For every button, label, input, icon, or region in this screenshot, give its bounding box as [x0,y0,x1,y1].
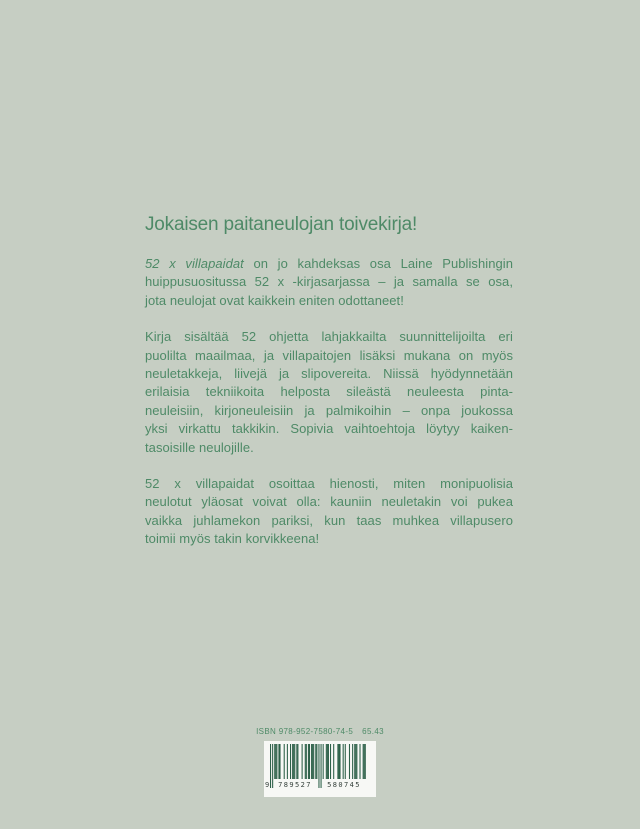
text-line: tasoisille neulojille. [145,439,254,455]
text-line: neulotut yläosat voivat olla: kauniin neuletakin voi pukea [145,494,513,510]
footer [0,727,640,797]
barcode-box [264,741,376,797]
text-line: puolilta maailmaa, ja villapaitojen lisäksi mukana on myös [145,347,513,363]
barcode-digits-left: 789527 [278,781,312,789]
text-line: yksi virkattu takkikin. Sopivia vaihtoehtoja löytyy kaiken- [145,421,513,437]
classification-code: 65.43 [362,727,384,736]
barcode-digits-right: 580745 [327,781,361,789]
text-line: neuletakkeja, liivejä ja slipovereita. Niissä hyödynnetään [145,366,513,382]
text-line: neuleisiin, kirjoneuleisiin ja palmikoihin – onpa joukossa [145,402,513,418]
text-line: huippusuositussa 52 x -kirjasarjassa – ja samalla se osa, [145,274,513,290]
text-line: jota neulojat ovat kaikkein eniten odottaneet! [145,292,404,308]
barcode-digit-first: 9 [265,781,270,789]
body-text [145,255,513,549]
text-line: erilaisia tekniikoita helposta sileästä neuleesta pinta- [145,384,513,400]
text-line: toimii myös takin korvikkeena! [145,531,320,547]
text-line: vaikka juhlamekon pariksi, kun taas muhkea villapusero [145,512,513,528]
text-block [145,211,513,567]
isbn-label: ISBN 978-952-7580-74-5 [256,727,354,736]
body-paragraph [145,475,513,549]
text-line: 52 x villapaidat osoittaa hienosti, miten monipuolisia [145,476,513,492]
body-paragraph [145,255,513,310]
isbn-line [256,727,384,737]
body-paragraph [145,328,513,457]
text-line: 52 x villapaidat on jo kahdeksas osa Laine Publishingin [145,256,513,271]
text-line: Kirja sisältää 52 ohjetta lahjakkailta suunnittelijoilta eri [145,329,513,345]
headline: Jokaisen paitaneulojan toivekirja! [145,214,418,235]
